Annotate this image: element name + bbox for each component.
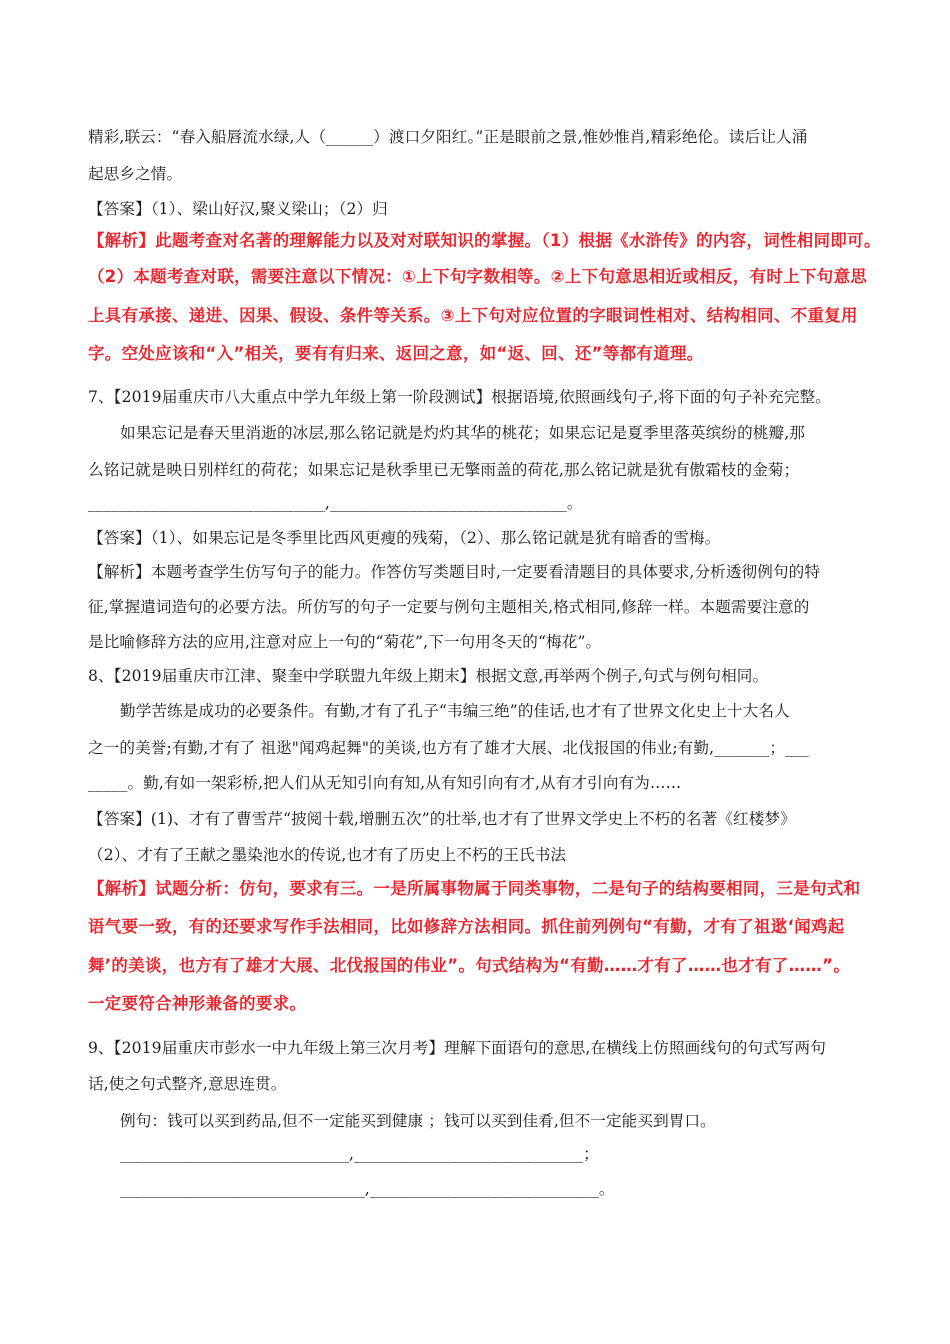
text-line: 起思乡之情。 xyxy=(88,165,183,183)
answer-line: 【答案】（1）、如果忘记是冬季里比西风更瘦的残菊，（2）、那么铭记就是犹有暗香的雪梅。 xyxy=(88,529,721,547)
text-line: 之一的美誉;有勤,才有了 祖逖"闻鸡起舞"的美谈,也方有了雄才大展、北伐报国的伟业;有勤,_______；___ xyxy=(88,739,809,757)
blank-line: ______________________________,______________________________。 xyxy=(88,494,583,512)
analysis-line: 字。空处应该和“入”相关，要有有归来、返回之意，如“返、回、还”等都有道理。 xyxy=(88,344,704,363)
text-line: 勤学苦练是成功的必要条件。有勤,才有了孔子“韦编三绝”的佳话,也才有了世界文化史上十大名人 xyxy=(120,702,790,720)
text-line: 么铭记就是映日别样红的荷花；如果忘记是秋季里已无擎雨盖的荷花,那么铭记就是犹有傲霜枝的金菊； xyxy=(88,461,800,479)
text-line: 话,使之句式整齐,意思连贯。 xyxy=(88,1075,287,1093)
analysis-line: 【解析】此题考查对名著的理解能力以及对对联知识的掌握。（1）根据《水浒传》的内容，词性相同即可。 xyxy=(88,231,881,250)
analysis-line: （2）本题考查对联，需要注意以下情况：①上下句字数相等。②上下句意思相近或相反，有时上下句意思 xyxy=(88,267,868,286)
analysis-line: 一定要符合神形兼备的要求。 xyxy=(88,994,307,1013)
text-line: _____。勤,有如一架彩桥,把人们从无知引向有知,从有知引向有才,从有才引向有为…… xyxy=(88,774,682,792)
example-line: 例句：钱可以买到药品,但不一定能买到健康 ；钱可以买到佳肴,但不一定能买到胃口。 xyxy=(120,1112,716,1130)
analysis-line: 上具有承接、递进、因果、假设、条件等关系。③上下句对应位置的字眼词性相对、结构相同、不重复用 xyxy=(88,306,858,325)
blank-line: _____________________________,_____________________________； xyxy=(120,1145,599,1163)
analysis-line: 语气要一致，有的还要求写作手法相同，比如修辞方法相同。抓住前列例句“有勤，才有了祖逖‘闻鸡起 xyxy=(88,917,845,936)
question-7-title: 7、【2019届重庆市八大重点中学九年级上第一阶段测试】根据语境,依照画线句子,将下面的句子补充完整。 xyxy=(88,388,831,406)
analysis-line: 【解析】试题分析：仿句，要求有三。一是所属事物属于同类事物，二是句子的结构要相同，三是句式和 xyxy=(88,879,861,898)
answer-line: 【答案】（1）、梁山好汉,聚义梁山；（2）归 xyxy=(88,200,388,218)
answer-line: 【答案】(1)、才有了曹雪芹“披阅十载,增删五次”的壮举,也才有了世界文学史上不朽的名著《红楼梦》 xyxy=(88,810,796,828)
analysis-line: 是比喻修辞方法的应用,注意对应上一句的“菊花”,下一句用冬天的“梅花”。 xyxy=(88,633,602,651)
question-8-title: 8、【2019届重庆市江津、聚奎中学联盟九年级上期末】根据文意,再举两个例子,句式与例句相同。 xyxy=(88,667,769,685)
analysis-line: 舞’的美谈，也方有了雄才大展、北伐报国的伟业”。句式结构为“有勤……才有了……也才有了……”。 xyxy=(88,956,851,975)
analysis-line: 【解析】本题考查学生仿写句子的能力。作答仿写类题目时,一定要看清题目的具体要求,分析透彻例句的特 xyxy=(88,563,821,581)
question-9-title: 9、【2019届重庆市彭水一中九年级上第三次月考】理解下面语句的意思,在横线上仿照画线句的句式写两句 xyxy=(88,1039,826,1057)
text-line: 精彩,联云：“春入船唇流水绿,人（______）渡口夕阳红。”正是眼前之景,惟妙惟肖,精彩绝伦。读后让人涌 xyxy=(88,128,808,146)
analysis-line: 征,掌握遣词造句的必要方法。所仿写的句子一定要与例句主题相关,格式相同,修辞一样。本题需要注意的 xyxy=(88,598,810,616)
blank-line: _______________________________,_____________________________。 xyxy=(120,1180,615,1198)
text-line: 如果忘记是春天里消逝的冰层,那么铭记就是灼灼其华的桃花；如果忘记是夏季里落英缤纷的桃瓣,那 xyxy=(120,424,805,442)
answer-line: （2）、才有了王献之墨染池水的传说,也才有了历史上不朽的王氏书法 xyxy=(88,846,567,864)
